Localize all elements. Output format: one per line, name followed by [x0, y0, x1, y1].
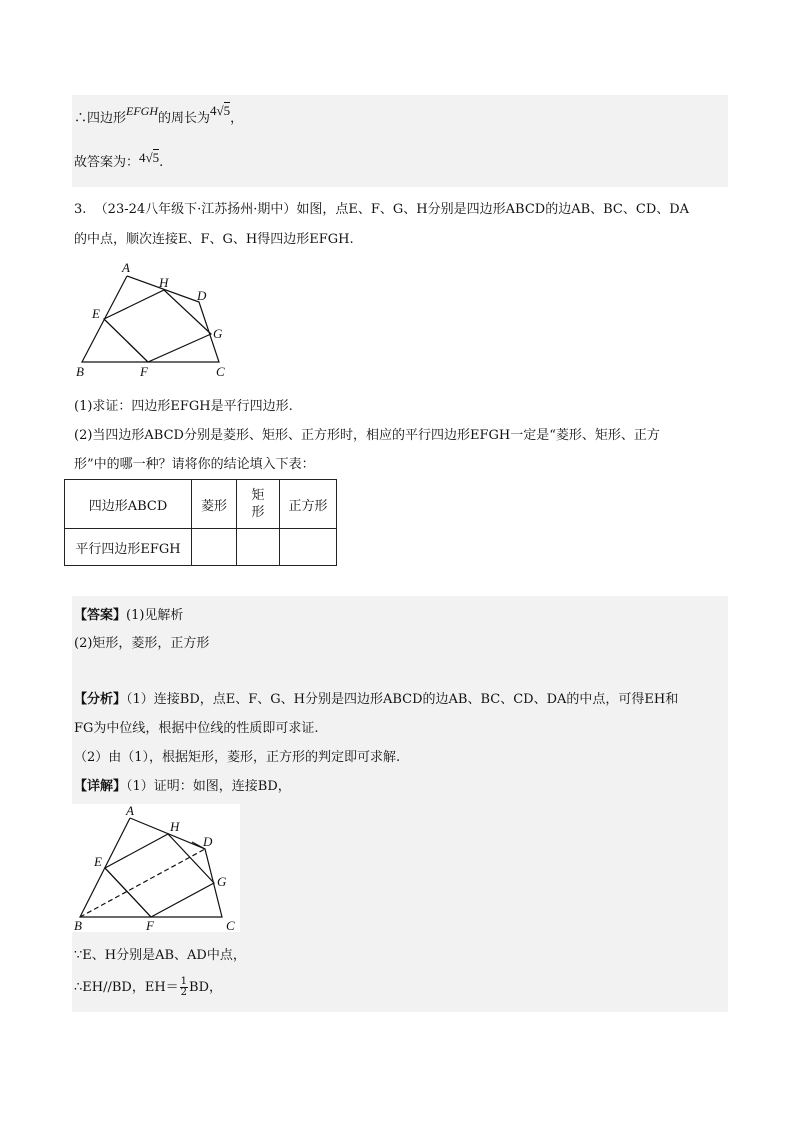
part-2-line-2: 形”中的哪一种？请将你的结论填入下表：	[74, 457, 315, 472]
solution-box	[72, 596, 728, 1012]
answer-table	[64, 479, 337, 566]
label-H: H	[170, 819, 180, 834]
label-E: E	[94, 854, 102, 869]
label-B: B	[76, 364, 84, 379]
sqrt-expression: 4√5	[139, 150, 160, 165]
sqrt-expression: 4√5	[210, 103, 231, 118]
table-row	[65, 529, 337, 566]
table-cell: 平行四边形EFGH	[65, 529, 192, 566]
fraction-one-half: $\frac{1}{2}$	[180, 976, 188, 998]
analysis-line-1: 【分析】（1）连接BD，点E、F、G、H分别是四边形ABCD的边AB、BC、CD、DA的中点，可得EH和	[74, 692, 679, 707]
label-A: A	[126, 804, 134, 818]
label-G: G	[217, 874, 227, 889]
answer-line-1: 【答案】(1)见解析	[74, 608, 184, 623]
table-cell	[237, 529, 280, 566]
table-cell	[192, 529, 237, 566]
shape-name: EFGH	[126, 104, 159, 118]
label-A: A	[122, 260, 130, 275]
proof-figure	[72, 804, 240, 932]
label-C: C	[216, 364, 225, 379]
because-line: ∵E、H分别是AB、AD中点，	[74, 948, 246, 963]
detail-line-1: 【详解】（1）证明：如图，连接BD，	[74, 779, 291, 794]
question-line-2: 的中点，顺次连接E、F、G、H得四边形EFGH.	[74, 232, 354, 247]
label-D: D	[197, 288, 207, 303]
label-B: B	[74, 918, 82, 932]
question-line-1: 3. （23-24八年级下·江苏扬州·期中）如图，点E、F、G、H分别是四边形ABCD的边AB、BC、CD、DA	[74, 202, 690, 217]
quadrilateral-figure	[70, 258, 240, 383]
part-1: (1)求证：四边形EFGH是平行四边形.	[74, 399, 293, 414]
table-cell: 矩 形	[237, 480, 280, 529]
table-cell	[280, 529, 337, 566]
label-C: C	[226, 918, 235, 932]
analysis-line-3: （2）由（1），根据矩形，菱形，正方形的判定即可求解.	[74, 750, 401, 765]
label-F: F	[146, 918, 154, 932]
table-cell: 菱形	[192, 480, 237, 529]
perimeter-line: ∴四边形EFGH的周长为4√5，	[74, 103, 244, 126]
table-cell: 正方形	[280, 480, 337, 529]
part-2-line-1: (2)当四边形ABCD分别是菱形、矩形、正方形时，相应的平行四边形EFGH一定是“菱形、矩形、正方	[74, 428, 660, 443]
label-G: G	[213, 326, 223, 341]
therefore-line: ∴EH//BD，EH＝ $\frac{1}{2}$ BD，	[74, 976, 223, 998]
label-F: F	[140, 364, 148, 379]
label-D: D	[203, 834, 213, 849]
label-E: E	[92, 306, 100, 321]
analysis-line-2: FG为中位线，根据中位线的性质即可求证.	[74, 721, 319, 736]
final-answer-line: 故答案为：4√5.	[74, 150, 164, 170]
answer-line-2: (2)矩形，菱形，正方形	[74, 636, 210, 651]
table-cell: 四边形ABCD	[65, 480, 192, 529]
table-row	[65, 480, 337, 529]
label-H: H	[159, 275, 169, 290]
previous-answer-box	[72, 95, 728, 187]
